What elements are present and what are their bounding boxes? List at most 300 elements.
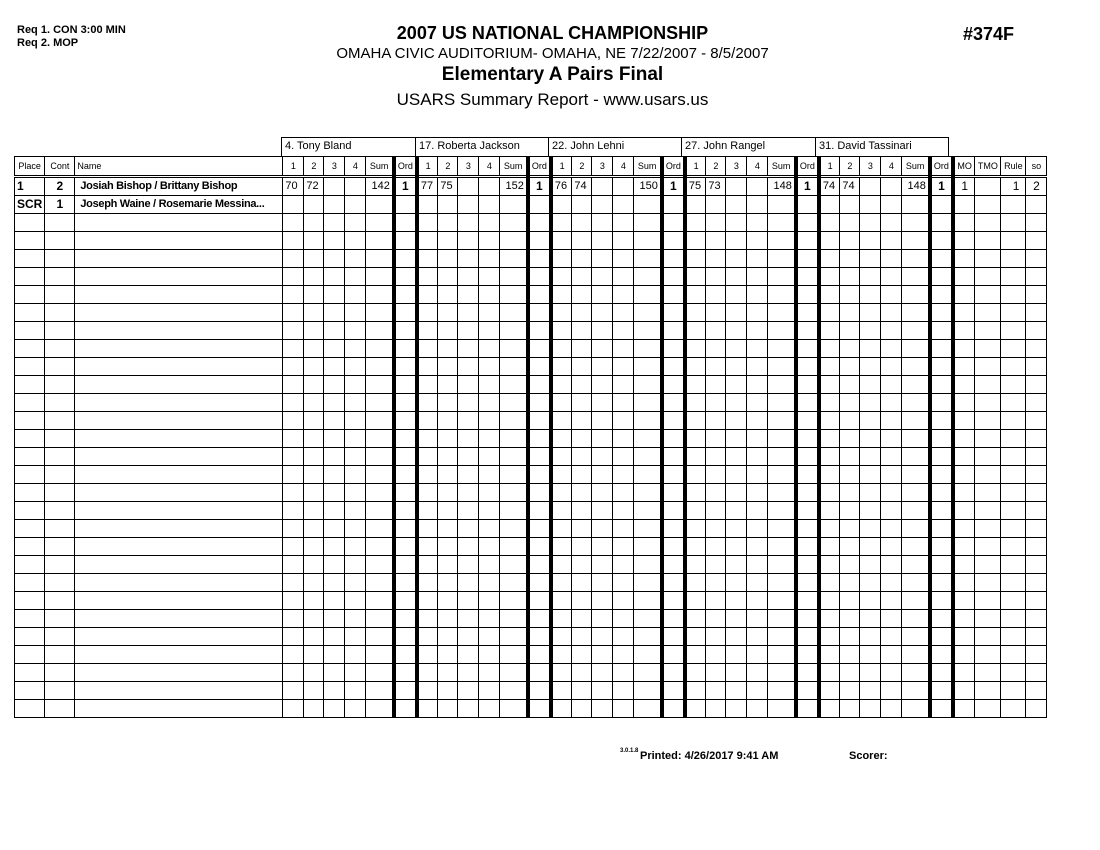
rule-cell xyxy=(1001,520,1026,538)
judge-s4-cell xyxy=(345,340,366,358)
judge-sum-cell xyxy=(500,214,528,232)
judge-sum-cell xyxy=(768,286,796,304)
judge-s4-cell xyxy=(747,484,768,502)
judge-s2-cell xyxy=(706,556,726,574)
judge-s1-cell xyxy=(551,538,572,556)
judge-sum-cell xyxy=(366,574,394,592)
so-cell xyxy=(1026,502,1047,520)
rule-cell xyxy=(1001,376,1026,394)
judge-s4-cell xyxy=(881,177,902,196)
tmo-cell xyxy=(975,574,1001,592)
mo-cell xyxy=(953,466,975,484)
judge-s1-cell xyxy=(283,322,304,340)
so-cell xyxy=(1026,340,1047,358)
judge-sum-cell xyxy=(902,700,930,718)
judge-s3-cell xyxy=(726,664,747,682)
judge-sum-cell xyxy=(366,232,394,250)
judge-ord-cell xyxy=(662,322,685,340)
judge-s2-cell xyxy=(840,646,860,664)
judge-s1-cell xyxy=(417,628,438,646)
judge-sum-cell xyxy=(768,340,796,358)
judge-s2-cell xyxy=(304,520,324,538)
judge-s2-cell xyxy=(840,664,860,682)
cont-cell xyxy=(45,394,75,412)
judge-sum-cell xyxy=(902,358,930,376)
requirements xyxy=(17,24,126,50)
rule-cell xyxy=(1001,538,1026,556)
judge-s3-cell xyxy=(324,177,345,196)
judge-s2-cell xyxy=(706,322,726,340)
table-row xyxy=(15,700,1047,718)
judge-s3-cell xyxy=(458,394,479,412)
so-cell xyxy=(1026,268,1047,286)
judge-s1-cell: 70 xyxy=(283,177,304,196)
so-cell xyxy=(1026,610,1047,628)
judge-s3-cell xyxy=(726,646,747,664)
judge-ord-cell xyxy=(528,322,551,340)
header-judge-col: Ord xyxy=(796,157,819,177)
place-cell xyxy=(15,700,45,718)
mo-cell xyxy=(953,592,975,610)
judge-s3-cell xyxy=(324,448,345,466)
judge-s3-cell xyxy=(726,592,747,610)
judge-s2-cell: 72 xyxy=(304,177,324,196)
judge-s1-cell xyxy=(417,466,438,484)
judge-sum-cell xyxy=(366,376,394,394)
judge-sum-cell xyxy=(634,556,662,574)
mo-cell xyxy=(953,538,975,556)
judge-s3-cell xyxy=(458,466,479,484)
skater-name-cell xyxy=(75,340,283,358)
judge-s4-cell xyxy=(747,520,768,538)
header-judge-col: 1 xyxy=(551,157,572,177)
judge-s1-cell xyxy=(283,574,304,592)
judge-s2-cell xyxy=(438,484,458,502)
judge-s1-cell xyxy=(685,646,706,664)
table-row xyxy=(15,466,1047,484)
skater-name-cell xyxy=(75,214,283,232)
judge-s2-cell xyxy=(572,196,592,214)
mo-cell xyxy=(953,664,975,682)
judge-sum-cell xyxy=(500,664,528,682)
judge-ord-cell xyxy=(796,232,819,250)
judge-s2-cell xyxy=(572,484,592,502)
judge-s1-cell xyxy=(417,196,438,214)
judge-s3-cell xyxy=(592,682,613,700)
judge-s4-cell xyxy=(613,448,634,466)
skater-name-cell xyxy=(75,250,283,268)
judge-s3-cell xyxy=(458,700,479,718)
judge-s2-cell xyxy=(706,412,726,430)
judge-s1-cell xyxy=(685,322,706,340)
judge-s4-cell xyxy=(613,556,634,574)
judge-s4-cell xyxy=(747,574,768,592)
judge-sum-cell xyxy=(768,646,796,664)
judge-sum-cell xyxy=(902,484,930,502)
tmo-cell xyxy=(975,592,1001,610)
judge-s1-cell xyxy=(685,196,706,214)
judge-s2-cell xyxy=(706,268,726,286)
judge-s3-cell xyxy=(458,628,479,646)
judge-s1-cell xyxy=(819,358,840,376)
judge-sum-cell xyxy=(500,376,528,394)
judge-s1-cell xyxy=(819,448,840,466)
header-judge-col: Ord xyxy=(662,157,685,177)
judge-sum-cell xyxy=(902,250,930,268)
judge-sum-cell xyxy=(366,628,394,646)
judge-s4-cell xyxy=(747,412,768,430)
judge-s2-cell xyxy=(304,682,324,700)
so-cell xyxy=(1026,664,1047,682)
skater-name-cell xyxy=(75,502,283,520)
judge-s4-cell xyxy=(881,268,902,286)
judge-s2-cell xyxy=(840,268,860,286)
judge-s2-cell xyxy=(304,574,324,592)
place-cell xyxy=(15,592,45,610)
judge-s4-cell xyxy=(345,286,366,304)
judge-sum-cell xyxy=(634,664,662,682)
place-cell xyxy=(15,484,45,502)
judge-ord-cell xyxy=(528,538,551,556)
judge-s4-cell xyxy=(479,520,500,538)
judge-s4-cell xyxy=(881,394,902,412)
judge-s2-cell xyxy=(438,502,458,520)
skater-name-cell xyxy=(75,646,283,664)
judge-s1-cell xyxy=(417,340,438,358)
judge-ord-cell xyxy=(796,304,819,322)
judge-s4-cell xyxy=(747,430,768,448)
judge-s4-cell xyxy=(613,610,634,628)
judge-s3-cell xyxy=(324,340,345,358)
judge-s4-cell xyxy=(479,394,500,412)
judge-s2-cell xyxy=(706,214,726,232)
judge-ord-cell xyxy=(930,232,953,250)
judge-ord-cell xyxy=(662,646,685,664)
judge-s2-cell xyxy=(706,646,726,664)
judge-s1-cell xyxy=(685,286,706,304)
judge-ord-cell xyxy=(796,286,819,304)
judge-ord-cell xyxy=(394,412,417,430)
judge-s3-cell xyxy=(592,466,613,484)
judge-s4-cell xyxy=(881,538,902,556)
judge-s1-cell xyxy=(417,394,438,412)
judge-ord-cell xyxy=(930,664,953,682)
judge-s1-cell xyxy=(551,304,572,322)
judge-s3-cell xyxy=(860,610,881,628)
judge-ord-cell xyxy=(662,538,685,556)
judge-ord-cell xyxy=(796,322,819,340)
judge-s2-cell xyxy=(840,340,860,358)
tmo-cell xyxy=(975,484,1001,502)
judge-ord-cell xyxy=(528,394,551,412)
judge-s2-cell xyxy=(572,250,592,268)
header-place: Place xyxy=(15,157,45,177)
judge-s1-cell xyxy=(551,610,572,628)
judge-s4-cell xyxy=(747,358,768,376)
judge-sum-cell xyxy=(500,358,528,376)
place-cell xyxy=(15,682,45,700)
judge-ord-cell xyxy=(796,196,819,214)
cont-cell xyxy=(45,682,75,700)
judge-ord-cell xyxy=(930,646,953,664)
judge-ord-cell xyxy=(394,700,417,718)
judge-s1-cell xyxy=(685,304,706,322)
judge-s3-cell xyxy=(860,358,881,376)
header-judge-col: 1 xyxy=(819,157,840,177)
judge-s4-cell xyxy=(747,700,768,718)
judge-ord-cell xyxy=(930,268,953,286)
judge-s1-cell xyxy=(283,214,304,232)
judge-sum-cell xyxy=(500,394,528,412)
judge-s3-cell xyxy=(458,358,479,376)
tmo-cell xyxy=(975,322,1001,340)
judge-s1-cell xyxy=(283,610,304,628)
judge-ord-cell xyxy=(528,556,551,574)
judge-s4-cell xyxy=(747,286,768,304)
judge-s4-cell xyxy=(881,430,902,448)
judge-s3-cell xyxy=(726,322,747,340)
judge-s1-cell xyxy=(819,700,840,718)
judge-s3-cell xyxy=(324,286,345,304)
judge-s2-cell xyxy=(438,196,458,214)
judge-s3-cell xyxy=(860,484,881,502)
judge-s2-cell xyxy=(438,628,458,646)
judge-s1-cell xyxy=(283,448,304,466)
judge-s1-cell xyxy=(417,556,438,574)
judge-ord-cell xyxy=(662,232,685,250)
judge-s2-cell xyxy=(706,700,726,718)
judge-s2-cell xyxy=(572,628,592,646)
judge-ord-cell xyxy=(662,628,685,646)
header-judge-col: 1 xyxy=(417,157,438,177)
judge-s4-cell xyxy=(613,628,634,646)
judge-ord-cell xyxy=(528,430,551,448)
place-cell xyxy=(15,646,45,664)
judge-sum-cell xyxy=(366,430,394,448)
judge-s3-cell xyxy=(592,358,613,376)
judge-sum-cell xyxy=(768,394,796,412)
judge-s3-cell xyxy=(324,196,345,214)
judge-s1-cell xyxy=(819,232,840,250)
mo-cell xyxy=(953,268,975,286)
judge-s1-cell xyxy=(819,412,840,430)
judge-s4-cell xyxy=(479,430,500,448)
judge-s4-cell xyxy=(613,358,634,376)
judge-s4-cell xyxy=(345,394,366,412)
place-cell xyxy=(15,664,45,682)
judge-ord-cell xyxy=(394,448,417,466)
judge-s4-cell xyxy=(613,484,634,502)
tmo-cell xyxy=(975,610,1001,628)
skater-name-cell xyxy=(75,610,283,628)
judge-s2-cell xyxy=(438,664,458,682)
judge-sum-cell xyxy=(768,628,796,646)
judge-sum-cell xyxy=(634,268,662,286)
judge-s2-cell xyxy=(706,358,726,376)
judge-ord-cell xyxy=(394,682,417,700)
header-cont: Cont xyxy=(45,157,75,177)
judge-s2-cell xyxy=(304,466,324,484)
tmo-cell xyxy=(975,196,1001,214)
tmo-cell xyxy=(975,376,1001,394)
judge-sum-cell xyxy=(500,700,528,718)
judge-s2-cell xyxy=(572,268,592,286)
judge-ord-cell xyxy=(796,610,819,628)
judge-s4-cell xyxy=(881,286,902,304)
rule-cell xyxy=(1001,322,1026,340)
judge-s4-cell xyxy=(613,700,634,718)
cont-cell xyxy=(45,538,75,556)
judge-sum-cell xyxy=(366,250,394,268)
judge-s3-cell xyxy=(458,304,479,322)
judge-s3-cell xyxy=(458,484,479,502)
judge-s4-cell xyxy=(747,592,768,610)
judge-sum-cell xyxy=(634,628,662,646)
judge-s1-cell xyxy=(283,232,304,250)
mo-cell xyxy=(953,304,975,322)
judge-ord-cell xyxy=(930,556,953,574)
judge-s4-cell xyxy=(479,484,500,502)
table-row xyxy=(15,520,1047,538)
tmo-cell xyxy=(975,177,1001,196)
rule-cell xyxy=(1001,610,1026,628)
judge-ord-cell xyxy=(796,628,819,646)
judge-s1-cell xyxy=(417,304,438,322)
judge-s3-cell xyxy=(324,520,345,538)
judge-s2-cell xyxy=(304,232,324,250)
judge-s4-cell xyxy=(479,682,500,700)
rule-cell xyxy=(1001,340,1026,358)
judge-s2-cell xyxy=(572,466,592,484)
place-cell xyxy=(15,394,45,412)
judge-s4-cell xyxy=(747,250,768,268)
judge-s4-cell xyxy=(613,232,634,250)
judge-s4-cell xyxy=(613,466,634,484)
cont-cell: 1 xyxy=(45,196,75,214)
cont-cell xyxy=(45,448,75,466)
judge-s2-cell: 74 xyxy=(572,177,592,196)
judge-s2-cell xyxy=(304,484,324,502)
rule-cell xyxy=(1001,358,1026,376)
judge-s2-cell xyxy=(840,448,860,466)
judge-s4-cell xyxy=(613,502,634,520)
judge-s2-cell xyxy=(438,556,458,574)
header-judge-col: Ord xyxy=(528,157,551,177)
judge-s2-cell xyxy=(706,250,726,268)
judge-s4-cell xyxy=(613,646,634,664)
judge-s4-cell xyxy=(747,610,768,628)
judge-ord-cell xyxy=(662,412,685,430)
judge-s2-cell xyxy=(840,304,860,322)
judge-s3-cell xyxy=(860,574,881,592)
judge-s2-cell xyxy=(706,376,726,394)
cont-cell xyxy=(45,286,75,304)
place-cell xyxy=(15,232,45,250)
judge-ord-cell xyxy=(394,556,417,574)
judge-s3-cell xyxy=(458,610,479,628)
judge-ord-cell xyxy=(394,520,417,538)
judge-s2-cell xyxy=(706,574,726,592)
judge-s1-cell xyxy=(283,196,304,214)
header-tail-col: TMO xyxy=(975,157,1001,177)
rule-cell xyxy=(1001,286,1026,304)
judge-sum-cell xyxy=(366,592,394,610)
judge-s4-cell xyxy=(479,214,500,232)
judge-s4-cell xyxy=(479,502,500,520)
judge-s2-cell xyxy=(706,484,726,502)
judge-s3-cell xyxy=(726,214,747,232)
judge-s1-cell xyxy=(685,592,706,610)
judge-s1-cell xyxy=(685,664,706,682)
judge-s1-cell xyxy=(417,520,438,538)
so-cell xyxy=(1026,196,1047,214)
judge-s1-cell xyxy=(283,664,304,682)
cont-cell xyxy=(45,700,75,718)
judge-s3-cell xyxy=(726,556,747,574)
judge-s4-cell xyxy=(881,322,902,340)
judge-s2-cell xyxy=(706,196,726,214)
skater-name-cell xyxy=(75,268,283,286)
judge-s1-cell xyxy=(551,448,572,466)
judge-s1-cell xyxy=(417,232,438,250)
judge-s4-cell xyxy=(345,610,366,628)
judge-ord-cell xyxy=(662,250,685,268)
judge-ord-cell xyxy=(930,520,953,538)
header-judge-col: 3 xyxy=(726,157,747,177)
judge-s4-cell xyxy=(747,628,768,646)
judge-s4-cell xyxy=(613,322,634,340)
judge-s2-cell xyxy=(304,268,324,286)
table-row xyxy=(15,304,1047,322)
mo-cell xyxy=(953,502,975,520)
judge-s4-cell xyxy=(345,628,366,646)
skater-name-cell xyxy=(75,394,283,412)
mo-cell xyxy=(953,376,975,394)
judge-s3-cell xyxy=(458,682,479,700)
judge-s1-cell xyxy=(283,628,304,646)
judge-s2-cell xyxy=(438,448,458,466)
judge-ord-cell xyxy=(528,196,551,214)
judge-s2-cell xyxy=(572,214,592,232)
judge-s1-cell xyxy=(283,412,304,430)
judge-sum-cell xyxy=(902,592,930,610)
judge-s2-cell xyxy=(304,646,324,664)
judge-s2-cell xyxy=(438,376,458,394)
judge-s4-cell xyxy=(747,322,768,340)
tmo-cell xyxy=(975,502,1001,520)
judge-ord-cell xyxy=(662,682,685,700)
judge-sum-cell xyxy=(902,664,930,682)
judge-s3-cell xyxy=(324,628,345,646)
judge-s1-cell: 77 xyxy=(417,177,438,196)
judge-s3-cell xyxy=(592,250,613,268)
judge-ord-cell xyxy=(796,700,819,718)
cont-cell: 2 xyxy=(45,177,75,196)
mo-cell xyxy=(953,412,975,430)
judge-s4-cell xyxy=(479,592,500,610)
judge-s2-cell xyxy=(438,610,458,628)
judge-s2-cell xyxy=(840,520,860,538)
judge-s2-cell xyxy=(840,214,860,232)
judge-s1-cell xyxy=(551,646,572,664)
judge-name: 31. David Tassinari xyxy=(815,137,949,156)
judge-ord-cell xyxy=(528,304,551,322)
judge-s2-cell xyxy=(438,520,458,538)
judge-s1-cell xyxy=(685,466,706,484)
judge-s2-cell xyxy=(706,520,726,538)
judge-s1-cell xyxy=(283,304,304,322)
judge-s3-cell xyxy=(726,628,747,646)
